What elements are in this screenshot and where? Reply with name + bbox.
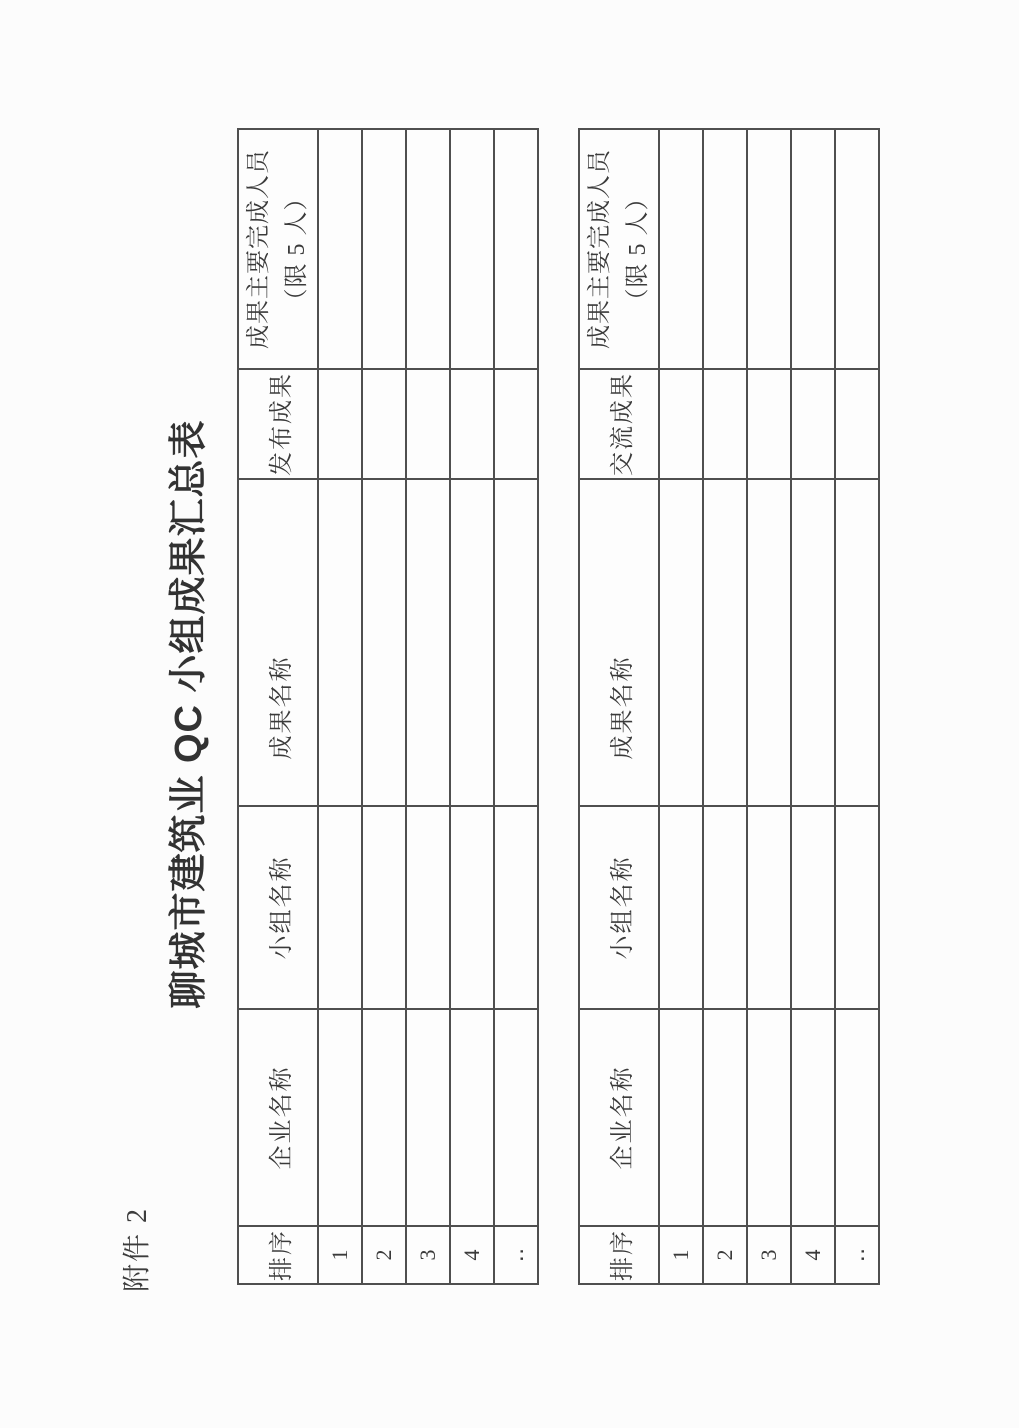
cell-personnel [318,129,362,369]
table-row [450,129,494,1284]
cell-group-name [406,806,450,1009]
cell-exchanged-result [747,369,791,479]
table-row [406,129,450,1284]
cell-result-name [791,479,835,806]
col-header-group-name: 小组名称 [579,806,659,1009]
attachment-label: 附件 2 [122,1206,153,1292]
cell-published-result [362,369,406,479]
cell-result-name [659,479,703,806]
table-row [318,129,362,1284]
row-rank-cell: 1 [318,1226,362,1284]
cell-enterprise-name [494,1009,538,1226]
cell-enterprise-name [747,1009,791,1226]
row-rank-cell: 4 [450,1226,494,1284]
exchanged-results-table [578,128,880,1285]
cell-personnel [406,129,450,369]
header-row [238,129,318,1284]
cell-result-name [406,479,450,806]
row-rank-cell: ‥ [835,1226,879,1284]
table-row [494,129,538,1284]
cell-enterprise-name [703,1009,747,1226]
row-rank-cell: 1 [659,1226,703,1284]
col-header-group-name: 小组名称 [238,806,318,1009]
header-row [579,129,659,1284]
col-header-main-personnel [579,129,659,369]
cell-group-name [659,806,703,1009]
cell-personnel [703,129,747,369]
page-title: 聊城市建筑业 QC 小组成果汇总表 [168,419,210,1009]
table-row [703,129,747,1284]
table-row [747,129,791,1284]
col-header-result-name: 成果名称 [579,479,659,806]
cell-personnel [791,129,835,369]
cell-personnel [450,129,494,369]
cell-published-result [318,369,362,479]
col-header-main-personnel [238,129,318,369]
cell-exchanged-result [659,369,703,479]
cell-exchanged-result [835,369,879,479]
row-rank-cell: 2 [703,1226,747,1284]
cell-exchanged-result [791,369,835,479]
cell-enterprise-name [318,1009,362,1226]
personnel-header-line2: （限 5 人） [284,185,310,313]
cell-enterprise-name [406,1009,450,1226]
table-row [362,129,406,1284]
personnel-header-line2: （限 5 人） [625,185,651,313]
cell-result-name [747,479,791,806]
cell-personnel [494,129,538,369]
col-header-rank: 排序 [579,1226,659,1284]
cell-group-name [791,806,835,1009]
cell-personnel [747,129,791,369]
personnel-header-line1: 成果主要完成人员 [246,149,272,349]
col-header-enterprise-name: 企业名称 [579,1009,659,1226]
cell-result-name [318,479,362,806]
cell-group-name [747,806,791,1009]
row-rank-cell: 3 [406,1226,450,1284]
personnel-header-line1: 成果主要完成人员 [587,149,613,349]
col-header-enterprise-name: 企业名称 [238,1009,318,1226]
cell-published-result [406,369,450,479]
cell-group-name [318,806,362,1009]
cell-result-name [362,479,406,806]
col-header-rank: 排序 [238,1226,318,1284]
row-rank-cell: 2 [362,1226,406,1284]
col-header-exchanged-result: 交流成果 [579,369,659,479]
cell-personnel [362,129,406,369]
col-header-published-result: 发布成果 [238,369,318,479]
table-row [659,129,703,1284]
cell-result-name [450,479,494,806]
cell-group-name [835,806,879,1009]
row-rank-cell: 3 [747,1226,791,1284]
row-rank-cell: 4 [791,1226,835,1284]
cell-personnel [835,129,879,369]
cell-group-name [450,806,494,1009]
cell-published-result [450,369,494,479]
published-results-table [237,128,539,1285]
cell-exchanged-result [703,369,747,479]
cell-group-name [703,806,747,1009]
cell-group-name [494,806,538,1009]
cell-published-result [494,369,538,479]
cell-enterprise-name [835,1009,879,1226]
cell-enterprise-name [450,1009,494,1226]
cell-result-name [494,479,538,806]
table-row [835,129,879,1284]
cell-personnel [659,129,703,369]
table-row [791,129,835,1284]
col-header-result-name: 成果名称 [238,479,318,806]
row-rank-cell: ‥ [494,1226,538,1284]
cell-group-name [362,806,406,1009]
cell-result-name [703,479,747,806]
cell-enterprise-name [659,1009,703,1226]
cell-result-name [835,479,879,806]
cell-enterprise-name [791,1009,835,1226]
cell-enterprise-name [362,1009,406,1226]
